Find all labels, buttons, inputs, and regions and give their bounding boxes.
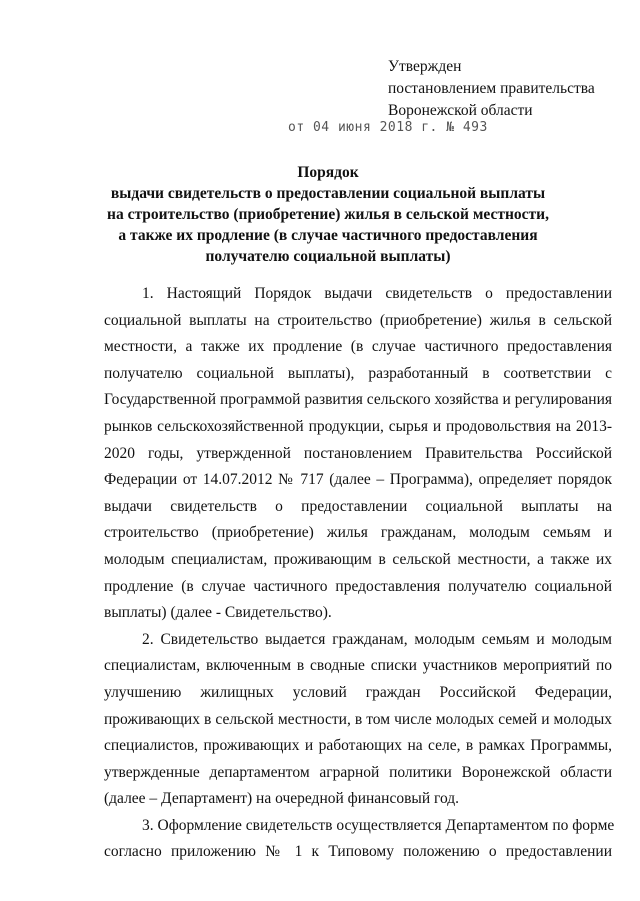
paragraph-line: 1. Настоящий Порядок выдачи свидетельств о предоставлении: [142, 285, 612, 302]
paragraph-line: продление (в случае частичного предоставления получателю социальной: [104, 577, 612, 595]
paragraph-3: [104, 813, 615, 866]
paragraph-line: проживающих в сельской местности, в том числе молодых семей и молодых: [104, 710, 612, 728]
paragraph-line: социальной выплаты на строительство (приобретение) жилья в сельской: [104, 311, 612, 329]
paragraph-line: 2020 годы, утвержденной постановлением Правительства Российской: [104, 444, 612, 462]
paragraph-line: строительство (приобретение) жилья гражданам, молодым семьям и: [104, 524, 612, 542]
paragraph-line: местности, а также их продление (в случае частичного предоставления: [104, 338, 612, 356]
paragraph-1: [104, 281, 612, 627]
paragraph-line: молодым специалистам, проживающим в сельской местности, а также их: [104, 550, 612, 568]
paragraph-line: утвержденные департаментом аграрной политики Воронежской области: [104, 763, 612, 781]
paragraph-line: 3. Оформление свидетельств осуществляется Департаментом по форме: [142, 816, 615, 834]
title-line-5: получателю социальной выплаты): [205, 248, 451, 265]
paragraph-line: Федерации от 14.07.2012 № 717 (далее – Программа), определяет порядок: [104, 471, 612, 489]
title-line-3: на строительство (приобретение) жилья в сельской местности,: [107, 206, 549, 223]
document-title: [100, 162, 556, 267]
paragraph-line: специалистов, проживающих и работающих на селе, в рамках Программы,: [104, 737, 612, 755]
approval-date-line: от 04 июня 2018 г. № 493: [288, 120, 488, 135]
title-line-2: выдачи свидетельств о предоставлении социальной выплаты: [110, 185, 546, 202]
paragraph-line: получателю социальной выплаты), разработанный в соответствии с: [104, 364, 612, 382]
paragraph-line: улучшению жилищных условий граждан Российской Федерации,: [104, 683, 612, 701]
paragraph-line: рынков сельскохозяйственной продукции, сырья и продовольствия на 2013-: [104, 417, 612, 435]
paragraph-line: выплаты) (далее - Свидетельство).: [104, 604, 332, 622]
paragraph-line: согласно приложению № 1 к Типовому положению о предоставлении: [104, 843, 612, 861]
paragraph-line: (далее – Департамент) на очередной финансовый год.: [104, 790, 460, 808]
paragraph-line: специалистам, включенным в сводные списки участников мероприятий по: [104, 657, 612, 675]
paragraph-2: [104, 627, 612, 813]
paragraph-line: 2. Свидетельство выдается гражданам, молодым семьям и молодым: [142, 630, 612, 648]
title-line-1: Порядок: [297, 164, 359, 181]
paragraph-line: выдачи свидетельств о предоставлении социальной выплаты на: [104, 497, 612, 515]
approval-line-2: постановлением правительства: [388, 80, 595, 97]
document-body: [104, 281, 615, 866]
approval-line-3: Воронежской области: [388, 102, 533, 119]
approval-line-1: Утвержден: [388, 58, 462, 75]
title-line-4: а также их продление (в случае частичного предоставления: [118, 227, 538, 244]
approval-block: [388, 56, 628, 122]
paragraph-line: Государственной программой развития сельского хозяйства и регулирования: [104, 391, 612, 409]
